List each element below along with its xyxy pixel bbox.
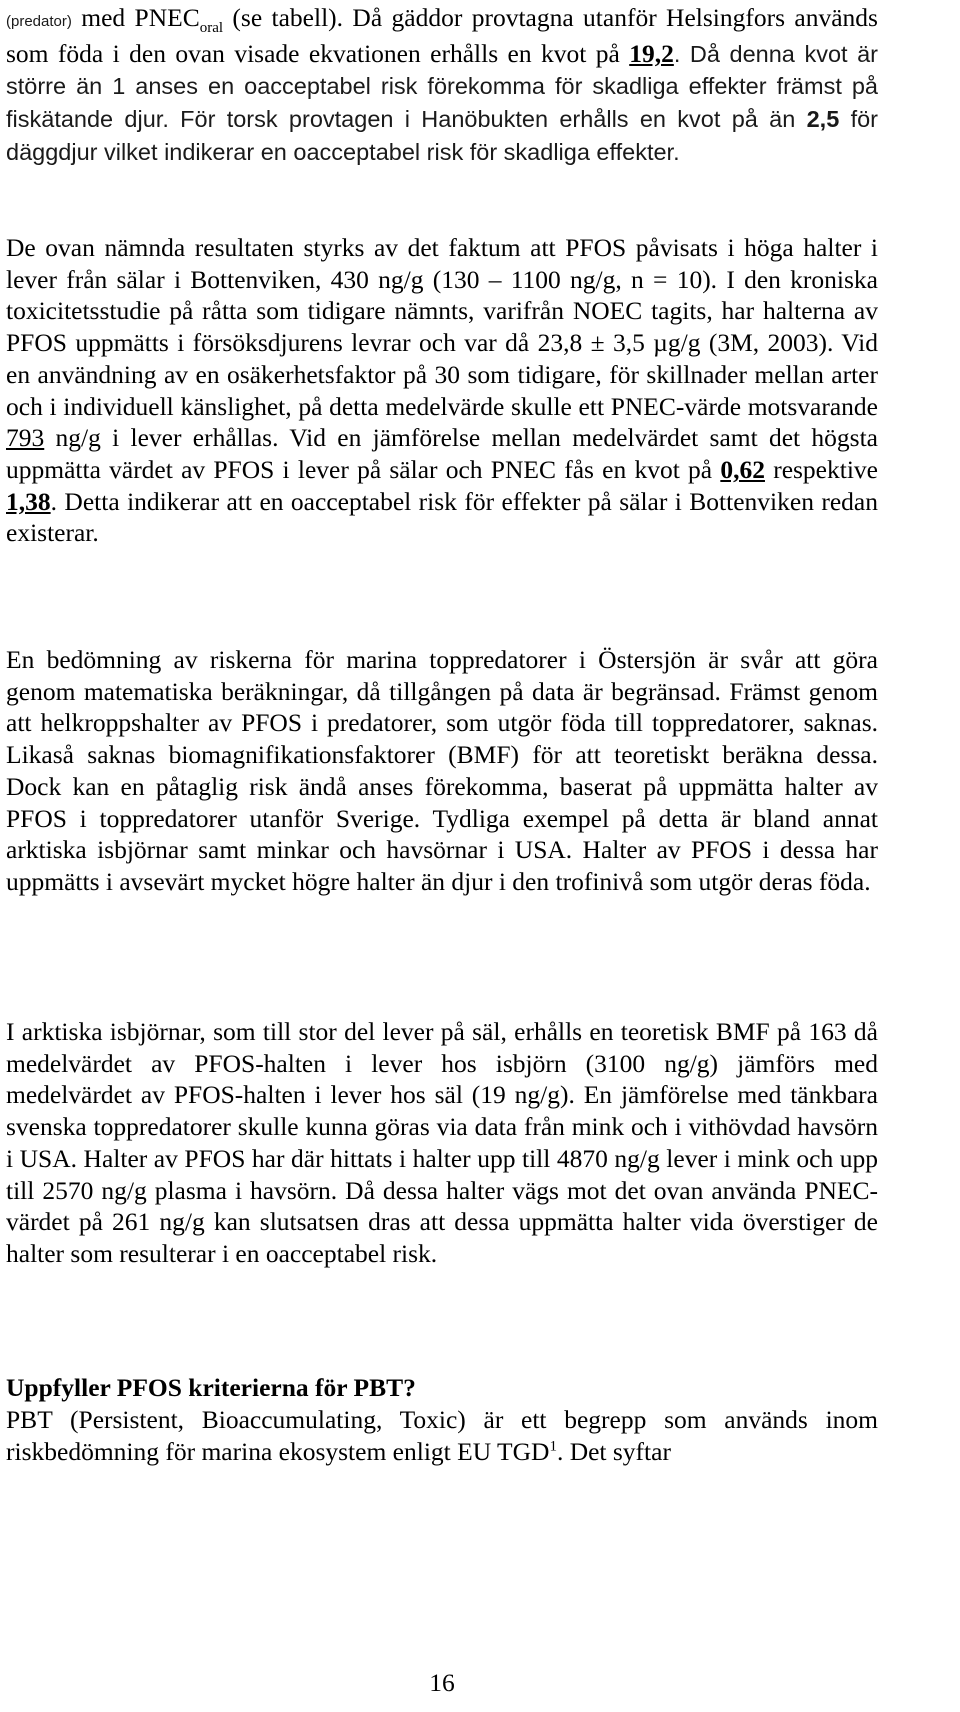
paragraph-top-predators: En bedömning av riskerna för marina toppredatorer i Östersjön är svår att göra genom matematiska beräkningar, då tillgången på data är begränsad. Främst genom att helkroppshalter av PFOS i predatorer, som utgör föda till toppredatorer, saknas. Likaså saknas biomagnifikationsfaktorer (BMF) för att teoretiskt beräkna dessa. Dock kan en påtaglig risk ändå anses förekomma, baserat på uppmätta halter av PFOS i toppredatorer utanför Sverige. Tydliga exempel på detta är bland annat arktiska isbjörnar samt minkar och havsörnar i USA. Halter av PFOS i dessa har uppmätts i avsevärt mycket högre halter än djur i den trofinivå som utgör deras föda. (6, 645, 878, 896)
text-span: respektive (764, 454, 878, 484)
value-1-38: 1,38 (6, 486, 51, 516)
text-span: för däggdjur vilket indikerar en oacceptabel risk för skadliga effekter. (6, 106, 878, 165)
text-span: . Då denna kvot är större än 1 anses en oacceptabel risk förekomma för skadliga effekter främst på fiskätande djur. För torsk provtagen i Hanöbukten erhålls en kvot på än (6, 40, 878, 133)
text-span: ng/g i lever erhållas. Vid en jämförelse mellan medelvärdet samt det högsta uppmätta värdet av PFOS i lever på sälar och PNEC fås en kvot på (6, 423, 878, 484)
value-19-2: 19,2 (629, 38, 674, 68)
footnote-marker: 1 (549, 1438, 557, 1455)
value-2-5: 2,5 (806, 106, 840, 133)
paragraph-polar-bears: I arktiska isbjörnar, som till stor del lever på säl, erhålls en teoretisk BMF på 163 då medelvärdet av PFOS-halten i lever hos isbjörn (3100 ng/g) jämförs med medelvärdet av PFOS-halten i lever hos säl (19 ng/g). En jämförelse med tänkbara svenska toppredatorer skulle kunna göras via data från mink och i vithövdad havsörn i USA. Halter av PFOS har där hittats i halter upp till 4870 ng/g lever i mink och upp till 2570 ng/g plasma i havsörn. Då dessa halter vägs mot det ovan använda PNEC-värdet på 261 ng/g kan slutsatsen dras att dessa uppmätta halter vida överstiger de halter som resulterar i en oacceptabel risk. (6, 1017, 878, 1268)
text-span: (se tabell). Då gäddor provtagna utanför Helsingfors används som föda i den ovan visade ekvationen erhålls en kvot på (6, 3, 878, 68)
text-span: . Detta indikerar att en oacceptabel risk för effekter på sälar i Bottenviken redan existerar. (6, 486, 878, 548)
paragraph-seals (6, 232, 878, 549)
value-793: 793 (6, 423, 45, 453)
paragraph-pbt (6, 1404, 878, 1467)
page-number: 16 (429, 1668, 455, 1697)
section-heading: Uppfyller PFOS kriterierna för PBT? (6, 1373, 416, 1402)
paragraph-quotient-pike (6, 2, 878, 169)
text-span: De ovan nämnda resultaten styrks av det faktum att PFOS påvisats i höga halter i lever från sälar i Bottenviken, 430 ng/g (130 – 1100 ng/g, n = 10). I den kroniska toxicitetsstudie på råtta som tidigare nämnts, varifrån NOEC tagits, har halterna av PFOS uppmätts i försöksdjurens levrar och var då 23,8 ± 3,5 µg/g (3M, 2003). Vid en användning av en osäkerhetsfaktor på 30 som tidigare, för skillnader mellan arter och i individuell känslighet, på detta medelvärde skulle ett PNEC-värde motsvarande (6, 233, 878, 421)
text-span: med PNEC (71, 3, 200, 32)
subscript-oral: oral (199, 20, 224, 37)
text-span: PBT (Persistent, Bioaccumulating, Toxic) är ett begrepp som används inom riskbedömning för marina ekosystem enligt EU TGD (6, 1405, 878, 1466)
value-0-62: 0,62 (720, 454, 765, 484)
text-span: . Det syftar (556, 1436, 671, 1466)
text-predator: (predator) (6, 13, 72, 30)
